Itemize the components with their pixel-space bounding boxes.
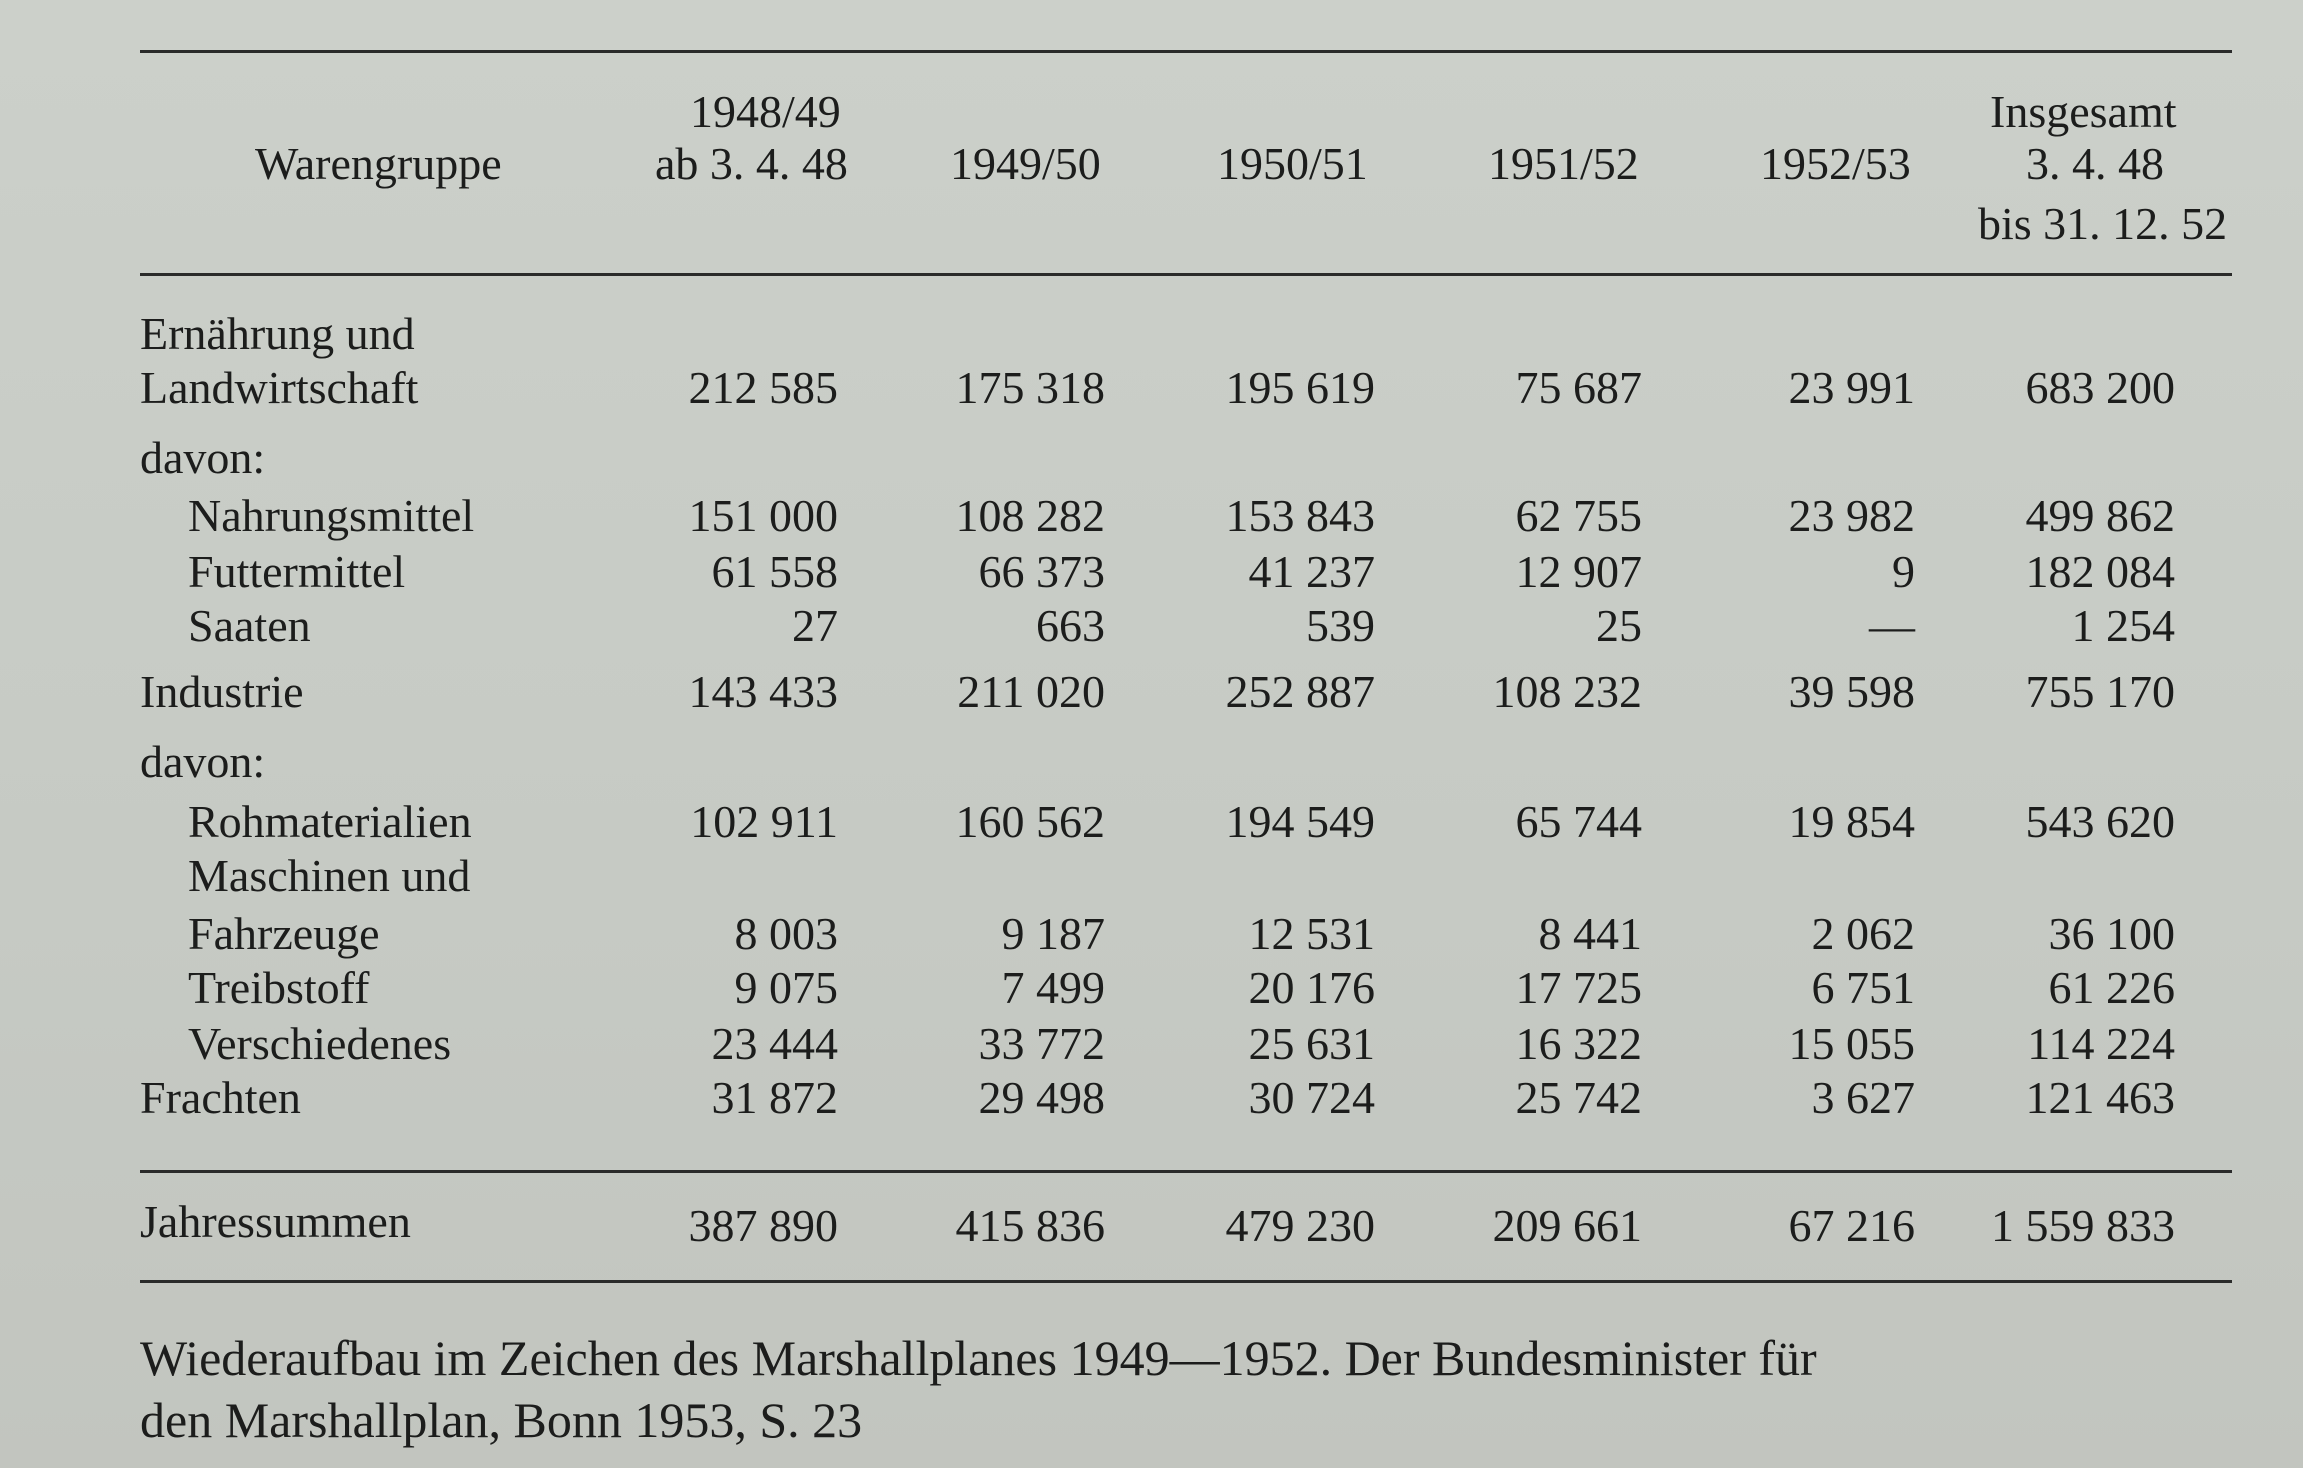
table-cell: 25 bbox=[1596, 600, 1642, 651]
table-cell: 1 254 bbox=[2071, 600, 2175, 651]
table-cell: 211 020 bbox=[957, 666, 1105, 717]
row-label: davon: bbox=[140, 736, 266, 787]
table-cell: 160 562 bbox=[955, 796, 1105, 847]
table-cell: 121 463 bbox=[2025, 1072, 2175, 1123]
row-label: Industrie bbox=[140, 666, 304, 717]
table-cell: 12 531 bbox=[1248, 908, 1375, 959]
table-cell: 31 872 bbox=[711, 1072, 838, 1123]
table-cell: 16 322 bbox=[1515, 1018, 1642, 1069]
caption-line1: Wiederaufbau im Zeichen des Marshallplanes 1949—1952. Der Bundesminister für bbox=[140, 1330, 1817, 1386]
table-cell: 30 724 bbox=[1248, 1072, 1375, 1123]
row-label: Futtermittel bbox=[188, 546, 406, 597]
header-1948-line2: ab 3. 4. 48 bbox=[655, 138, 848, 189]
table-cell: 499 862 bbox=[2025, 490, 2175, 541]
row-label: Saaten bbox=[188, 600, 311, 651]
table-cell: 175 318 bbox=[955, 362, 1105, 413]
header-1948-line1: 1948/49 bbox=[690, 86, 841, 137]
row-label: Ernährung und bbox=[140, 308, 415, 359]
table-cell: 543 620 bbox=[2025, 796, 2175, 847]
table-cell: 62 755 bbox=[1515, 490, 1642, 541]
table-cell: 9 187 bbox=[1001, 908, 1105, 959]
total-cell: 415 836 bbox=[955, 1200, 1105, 1251]
total-cell: 67 216 bbox=[1788, 1200, 1915, 1251]
table-cell: 12 907 bbox=[1515, 546, 1642, 597]
table-cell: 195 619 bbox=[1225, 362, 1375, 413]
table-cell: 114 224 bbox=[2027, 1018, 2175, 1069]
row-label: Treibstoff bbox=[188, 962, 370, 1013]
table-cell: 27 bbox=[792, 600, 838, 651]
total-cell: 479 230 bbox=[1225, 1200, 1375, 1251]
table-cell: 755 170 bbox=[2025, 666, 2175, 717]
table-cell: 108 282 bbox=[955, 490, 1105, 541]
header-1952: 1952/53 bbox=[1760, 138, 1911, 189]
table-cell: 2 062 bbox=[1811, 908, 1915, 959]
table-cell: 7 499 bbox=[1001, 962, 1105, 1013]
table-cell: 151 000 bbox=[688, 490, 838, 541]
table-cell: 9 bbox=[1892, 546, 1915, 597]
table-cell: 65 744 bbox=[1515, 796, 1642, 847]
header-warengruppe: Warengruppe bbox=[255, 138, 502, 189]
table-cell: 143 433 bbox=[688, 666, 838, 717]
row-label: Landwirtschaft bbox=[140, 362, 419, 413]
table-cell: 8 003 bbox=[734, 908, 838, 959]
caption-line2: den Marshallplan, Bonn 1953, S. 23 bbox=[140, 1392, 863, 1448]
table-cell: 6 751 bbox=[1811, 962, 1915, 1013]
table-cell: 102 911 bbox=[690, 796, 838, 847]
row-label: Fahrzeuge bbox=[188, 908, 380, 959]
table-cell: 17 725 bbox=[1515, 962, 1642, 1013]
table-cell: 9 075 bbox=[734, 962, 838, 1013]
table-cell: 182 084 bbox=[2025, 546, 2175, 597]
table-cell: 25 742 bbox=[1515, 1072, 1642, 1123]
table-cell: 41 237 bbox=[1248, 546, 1375, 597]
total-cell: 209 661 bbox=[1492, 1200, 1642, 1251]
table-cell: 33 772 bbox=[978, 1018, 1105, 1069]
row-label: Nahrungsmittel bbox=[188, 490, 475, 541]
table-cell: 663 bbox=[1036, 600, 1105, 651]
row-label: davon: bbox=[140, 432, 266, 483]
row-label: Verschiedenes bbox=[188, 1018, 452, 1069]
header-total-line2: 3. 4. 48 bbox=[2026, 138, 2164, 189]
table-cell: 252 887 bbox=[1225, 666, 1375, 717]
header-rule bbox=[140, 273, 2232, 276]
table-cell: 108 232 bbox=[1492, 666, 1642, 717]
table-cell: 20 176 bbox=[1248, 962, 1375, 1013]
table-cell: 39 598 bbox=[1788, 666, 1915, 717]
table-cell: — bbox=[1869, 600, 1915, 651]
table-cell: 61 226 bbox=[2048, 962, 2175, 1013]
table-cell: 19 854 bbox=[1788, 796, 1915, 847]
total-label: Jahressummen bbox=[140, 1196, 411, 1247]
table-top-rule bbox=[140, 50, 2232, 53]
table-cell: 75 687 bbox=[1515, 362, 1642, 413]
table-cell: 66 373 bbox=[978, 546, 1105, 597]
table-cell: 25 631 bbox=[1248, 1018, 1375, 1069]
table-cell: 8 441 bbox=[1538, 908, 1642, 959]
row-label: Rohmaterialien bbox=[188, 796, 472, 847]
table-cell: 23 991 bbox=[1788, 362, 1915, 413]
table-cell: 683 200 bbox=[2025, 362, 2175, 413]
table-bottom-rule bbox=[140, 1280, 2232, 1283]
header-1950: 1950/51 bbox=[1217, 138, 1368, 189]
table-cell: 15 055 bbox=[1788, 1018, 1915, 1069]
total-cell: 1 559 833 bbox=[1991, 1200, 2175, 1251]
header-total-line1: Insgesamt bbox=[1990, 86, 2177, 137]
table-cell: 3 627 bbox=[1811, 1072, 1915, 1123]
table-cell: 23 444 bbox=[711, 1018, 838, 1069]
table-cell: 23 982 bbox=[1788, 490, 1915, 541]
header-1951: 1951/52 bbox=[1488, 138, 1639, 189]
row-label: Maschinen und bbox=[188, 850, 471, 901]
total-cell: 387 890 bbox=[688, 1200, 838, 1251]
table-cell: 29 498 bbox=[978, 1072, 1105, 1123]
table-cell: 61 558 bbox=[711, 546, 838, 597]
table-cell: 36 100 bbox=[2048, 908, 2175, 959]
table-cell: 539 bbox=[1306, 600, 1375, 651]
header-total-line3: bis 31. 12. 52 bbox=[1978, 198, 2228, 249]
row-label: Frachten bbox=[140, 1072, 301, 1123]
header-1949: 1949/50 bbox=[950, 138, 1101, 189]
total-rule bbox=[140, 1170, 2232, 1173]
table-cell: 153 843 bbox=[1225, 490, 1375, 541]
table-cell: 194 549 bbox=[1225, 796, 1375, 847]
table-cell: 212 585 bbox=[688, 362, 838, 413]
